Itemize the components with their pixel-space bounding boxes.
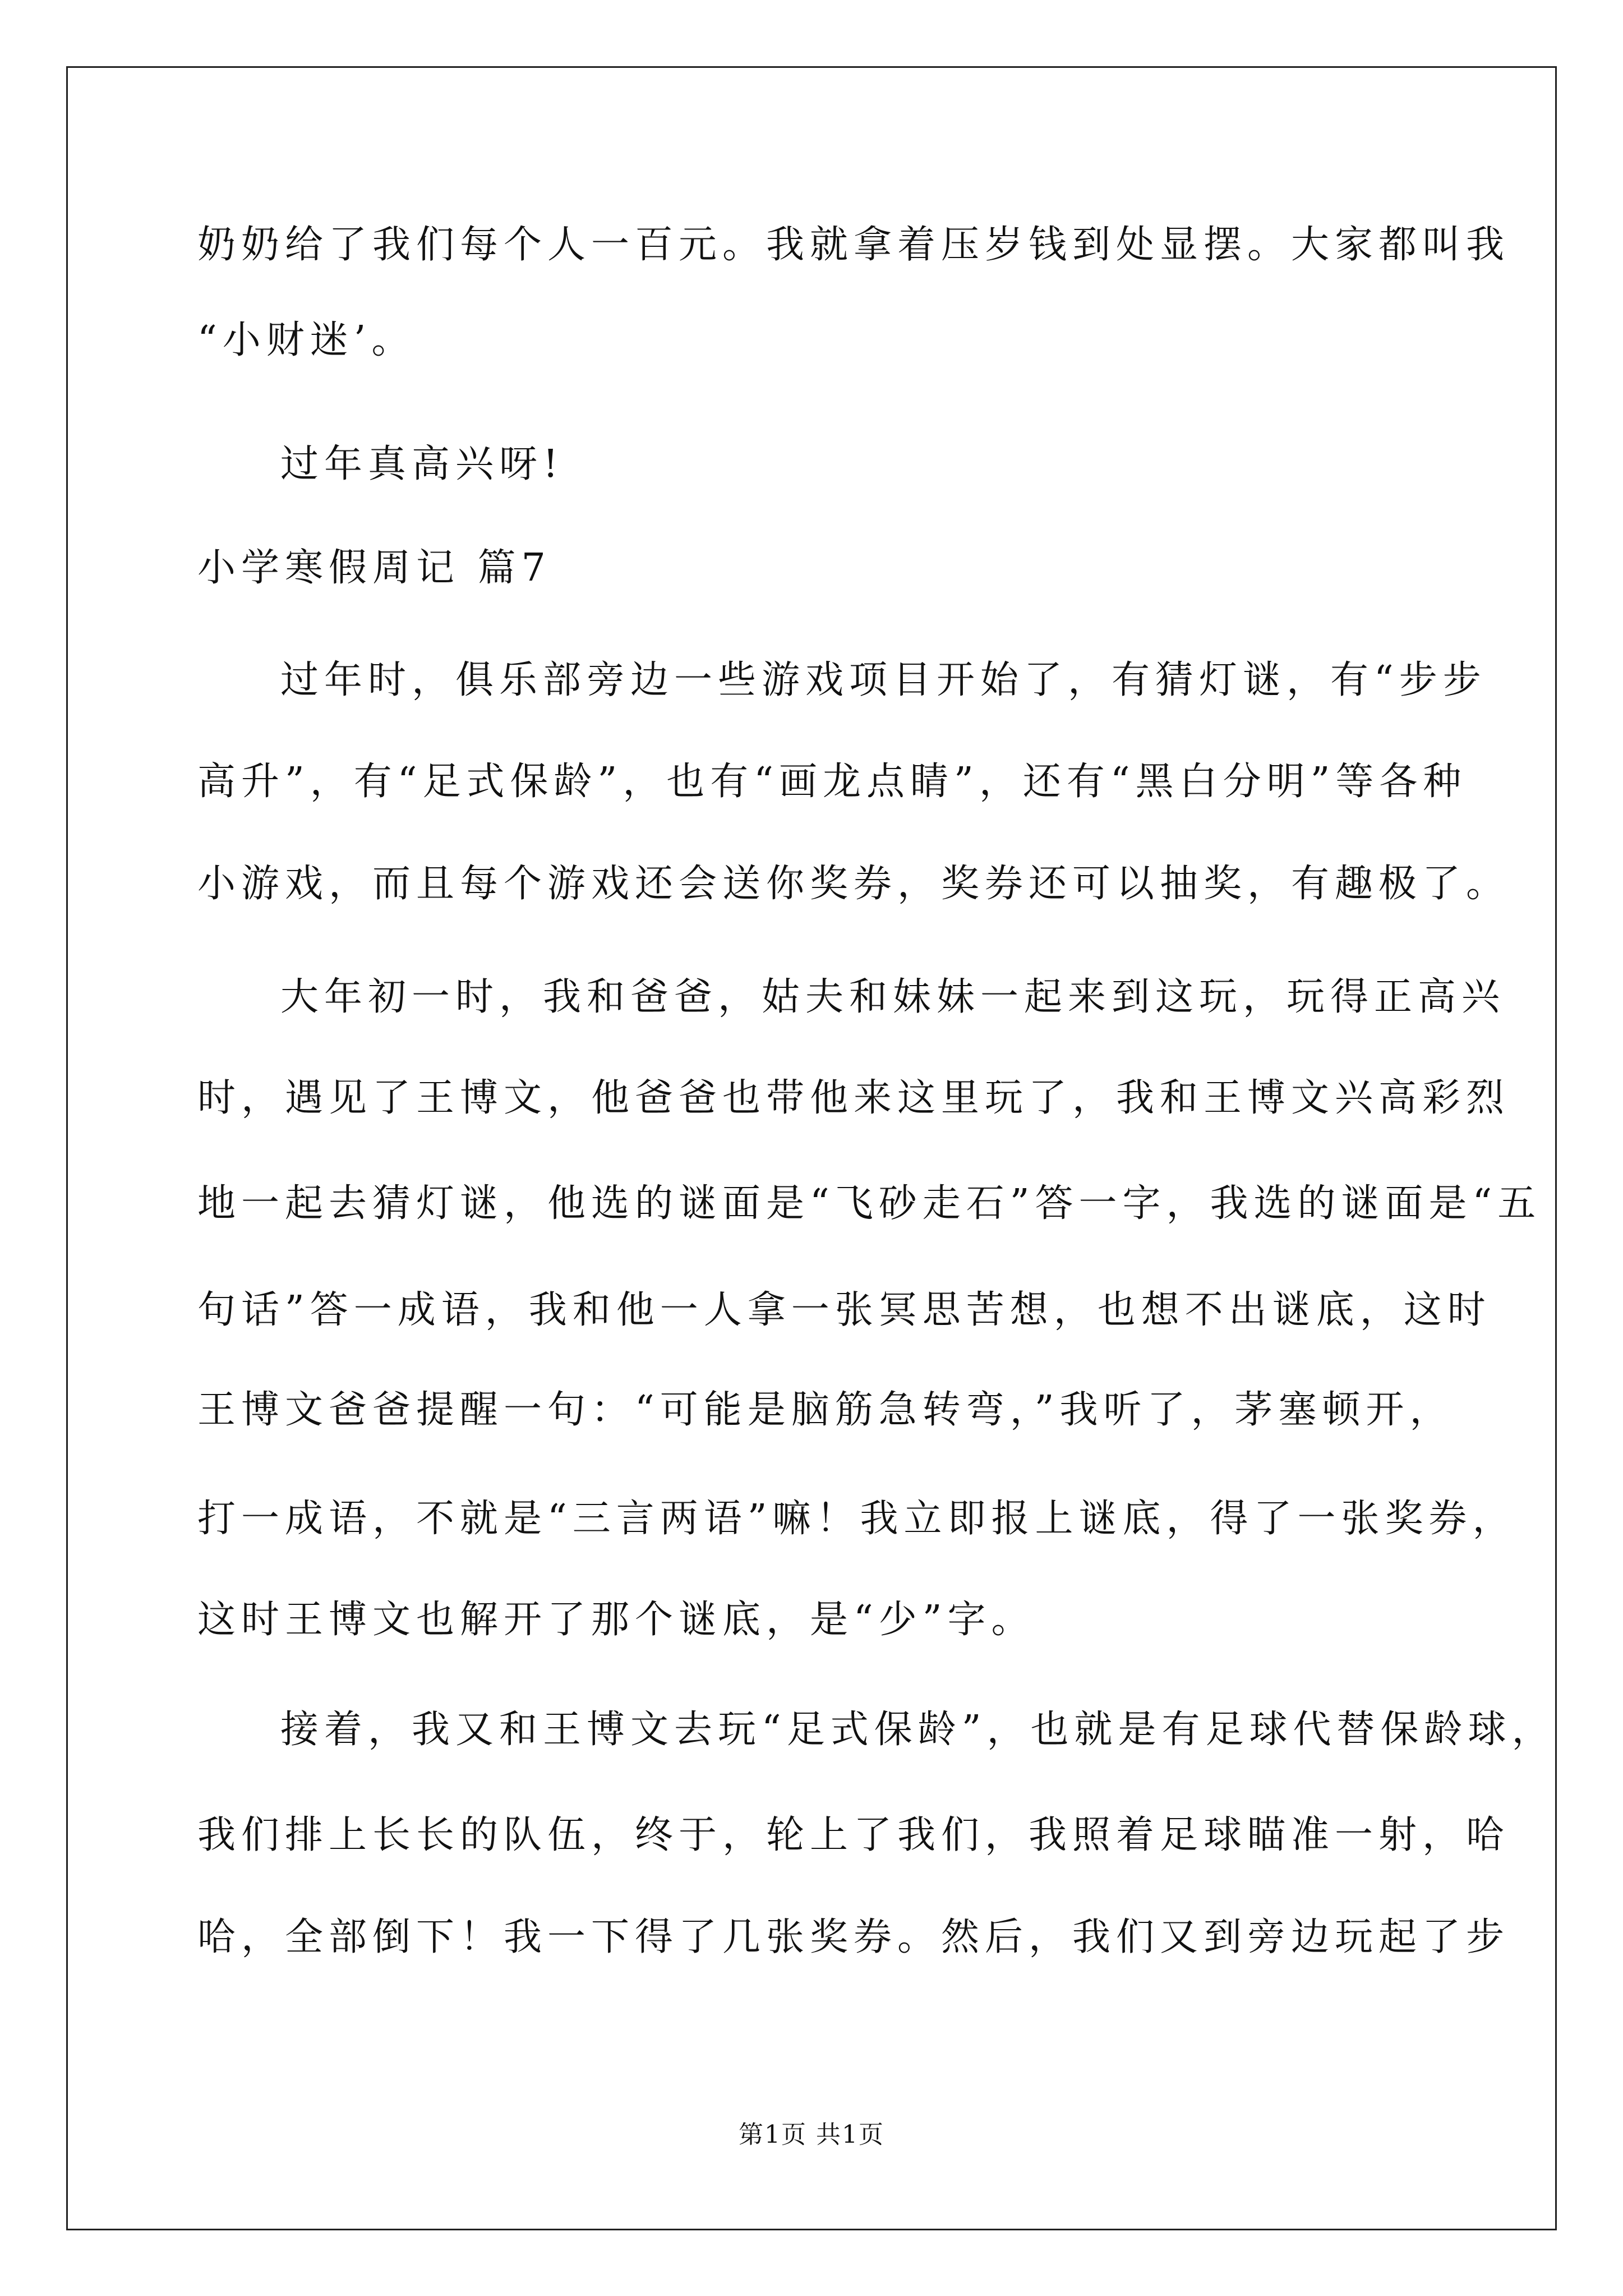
paragraph-line: 接着，我又和王博文去玩“足式保龄”，也就是有足球代替保龄球， <box>280 1708 1556 1752</box>
paragraph-line: 哈，全部倒下！我一下得了几张奖券。然后，我们又到旁边玩起了步 <box>197 1915 1510 1959</box>
paragraph-line: 高升”，有“足式保龄”，也有“画龙点睛”，还有“黑白分明”等各种 <box>197 760 1467 804</box>
paragraph-line: 奶奶给了我们每个人一百元。我就拿着压岁钱到处显摆。大家都叫我 <box>197 223 1510 267</box>
paragraph-line: 我们排上长长的队伍，终于，轮上了我们，我照着足球瞄准一射，哈 <box>197 1813 1510 1857</box>
page-footer: 第1页 共1页 <box>739 2120 884 2149</box>
paragraph-line: 时，遇见了王博文，他爸爸也带他来这里玩了，我和王博文兴高彩烈 <box>197 1076 1510 1120</box>
paragraph-line: 小游戏，而且每个游戏还会送你奖券，奖券还可以抽奖，有趣极了。 <box>197 862 1510 906</box>
paragraph-line: 句话”答一成语，我和他一人拿一张冥思苦想，也想不出谜底，这时 <box>197 1288 1491 1332</box>
paragraph-line: 这时王博文也解开了那个谜底，是“少”字。 <box>197 1598 1035 1642</box>
section-heading: 小学寒假周记 篇7 <box>197 546 551 590</box>
paragraph-line: 大年初一时，我和爸爸，姑夫和妹妹一起来到这玩，玩得正高兴 <box>280 975 1506 1019</box>
paragraph-line: 过年时，俱乐部旁边一些游戏项目开始了，有猜灯谜，有“步步 <box>280 658 1487 702</box>
paragraph-line: “小财迷’。 <box>197 318 416 362</box>
paragraph-line: 过年真高兴呀! <box>280 442 564 486</box>
paragraph-line: 地一起去猜灯谜，他选的谜面是“飞砂走石”答一字，我选的谜面是“五 <box>197 1181 1542 1226</box>
paragraph-line: 王博文爸爸提醒一句：“可能是脑筋急转弯，”我听了，茅塞顿开， <box>197 1388 1454 1432</box>
paragraph-line: 打一成语，不就是“三言两语”嘛！我立即报上谜底，得了一张奖券， <box>197 1497 1516 1541</box>
page-border <box>66 66 1557 2230</box>
